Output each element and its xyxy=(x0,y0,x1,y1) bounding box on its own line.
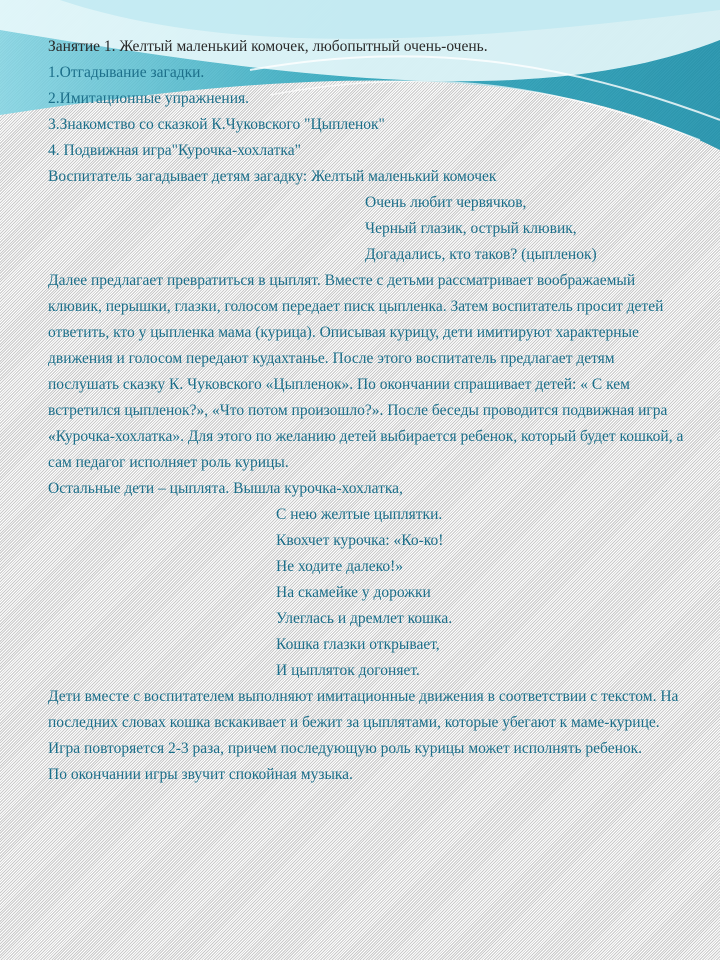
game-paragraph: Дети вместе с воспитателем выполняют имитационные движения в соответствии с текстом. На последних словах кошка вскакивает и бежит за цыплятами, которые убегают к маме-курице. Игра повторяется 2-3 раза, причем последующую роль курицы может исполнять ребенок. xyxy=(48,688,679,757)
description-paragraph: Далее предлагает превратиться в цыплят. Вместе с детьми рассматривает воображаемый клювик, перышки, глазки, голосом передает писк цыпленка. Затем воспитатель просит детей ответить, кто у цыпленка мама (курица). Описывая курицу, дети имитируют характерные движения и голосом передают кудахтанье. После этого воспитатель предлагает детям послушать сказку К. Чуковского «Цыпленок». По окончании спрашивает детей: « С кем встретился цыпленок?», «Что потом произошло?». После беседы проводится подвижная игра «Курочка-хохлатка». Для этого по желанию детей выбирается ребенок, который будет кошкой, а сам педагог исполняет роль курицы. xyxy=(48,272,684,471)
riddle-line: Очень любит червячков, xyxy=(365,194,527,211)
riddle-line: Черный глазик, острый клювик, xyxy=(365,220,577,237)
riddle-intro: Воспитатель загадывает детям загадку: Желтый маленький комочек xyxy=(48,168,497,185)
riddle-line: Догадались, кто таков? (цыпленок) xyxy=(365,246,597,263)
poem-line: Кошка глазки открывает, xyxy=(276,636,440,653)
plan-item: 1.Отгадывание загадки. xyxy=(48,64,205,81)
plan-item: 3.Знакомство со сказкой К.Чуковского "Цыпленок" xyxy=(48,116,385,133)
closing-line: По окончании игры звучит спокойная музыка. xyxy=(48,766,353,783)
lesson-text xyxy=(48,34,688,788)
plan-item: 4. Подвижная игра"Курочка-хохлатка" xyxy=(48,142,301,159)
poem-line: Не ходите далеко!» xyxy=(276,558,404,575)
poem-line: Квохчет курочка: «Ко-ко! xyxy=(276,532,444,549)
poem-line: С нею желтые цыплятки. xyxy=(276,506,443,523)
poem-line: И цыпляток догоняет. xyxy=(276,662,420,679)
plan-item: 2.Имитационные упражнения. xyxy=(48,90,250,107)
poem-line: Улеглась и дремлет кошка. xyxy=(276,610,453,627)
poem-line: На скамейке у дорожки xyxy=(276,584,431,601)
lesson-title: Занятие 1. Желтый маленький комочек, любопытный очень-очень. xyxy=(48,38,488,55)
poem-intro: Остальные дети – цыплята. Вышла курочка-хохлатка, xyxy=(48,480,403,497)
